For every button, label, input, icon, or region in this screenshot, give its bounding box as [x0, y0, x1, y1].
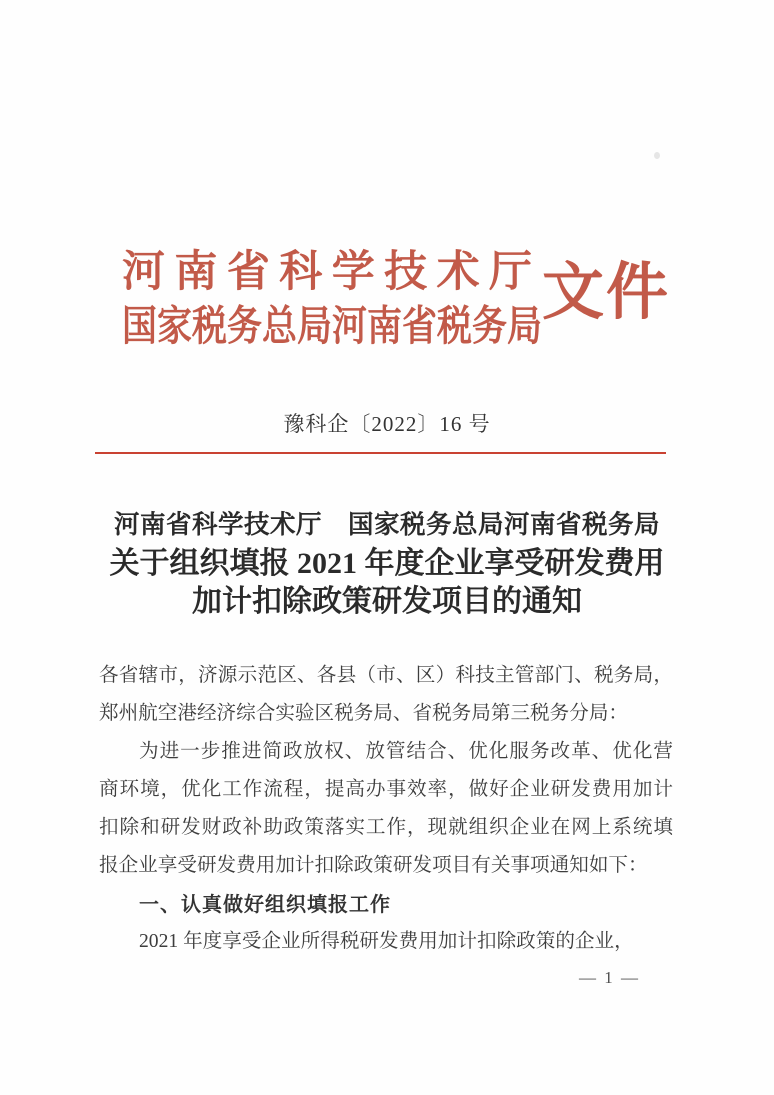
agency-name-line-2: 国家税务总局河南省税务局 [122, 303, 543, 350]
document-number: 豫科企〔2022〕16 号 [283, 412, 491, 436]
title-line: 关于组织填报 2021 年度企业享受研发费用 [109, 547, 665, 580]
document-type-label: 文件 [542, 259, 671, 327]
scan-artifact [654, 152, 660, 159]
title-line: 加计扣除政策研发项目的通知 [192, 585, 582, 618]
agency-name-line-1: 河南省科学技术厅 [122, 249, 532, 296]
body-line: 商环境，优化工作流程，提高办事效率，做好企业研发费用加计 [99, 779, 673, 800]
section-heading: 一、认真做好组织填报工作 [139, 892, 391, 916]
body-line: 扣除和研发财政补助政策落实工作，现就组织企业在网上系统填 [99, 817, 673, 838]
document-title [50, 505, 724, 621]
letterhead [122, 246, 671, 350]
red-divider [95, 452, 666, 454]
body-line: 郑州航空港经济综合实验区税务局、省税务局第三税务分局： [99, 703, 629, 724]
body-line: 为进一步推进简政放权、放管结合、优化服务改革、优化营 [139, 741, 673, 762]
page-number: — 1 — [579, 968, 640, 987]
body-line: 2021 年度享受企业所得税研发费用加计扣除政策的企业， [139, 931, 634, 952]
document-body [99, 657, 673, 961]
issuing-agencies [122, 246, 543, 350]
title-line: 河南省科学技术厅 国家税务总局河南省税务局 [113, 510, 660, 539]
body-line: 报企业享受研发费用加计扣除政策研发项目有关事项通知如下： [99, 855, 648, 876]
body-line: 各省辖市，济源示范区、各县（市、区）科技主管部门、税务局， [99, 665, 673, 686]
